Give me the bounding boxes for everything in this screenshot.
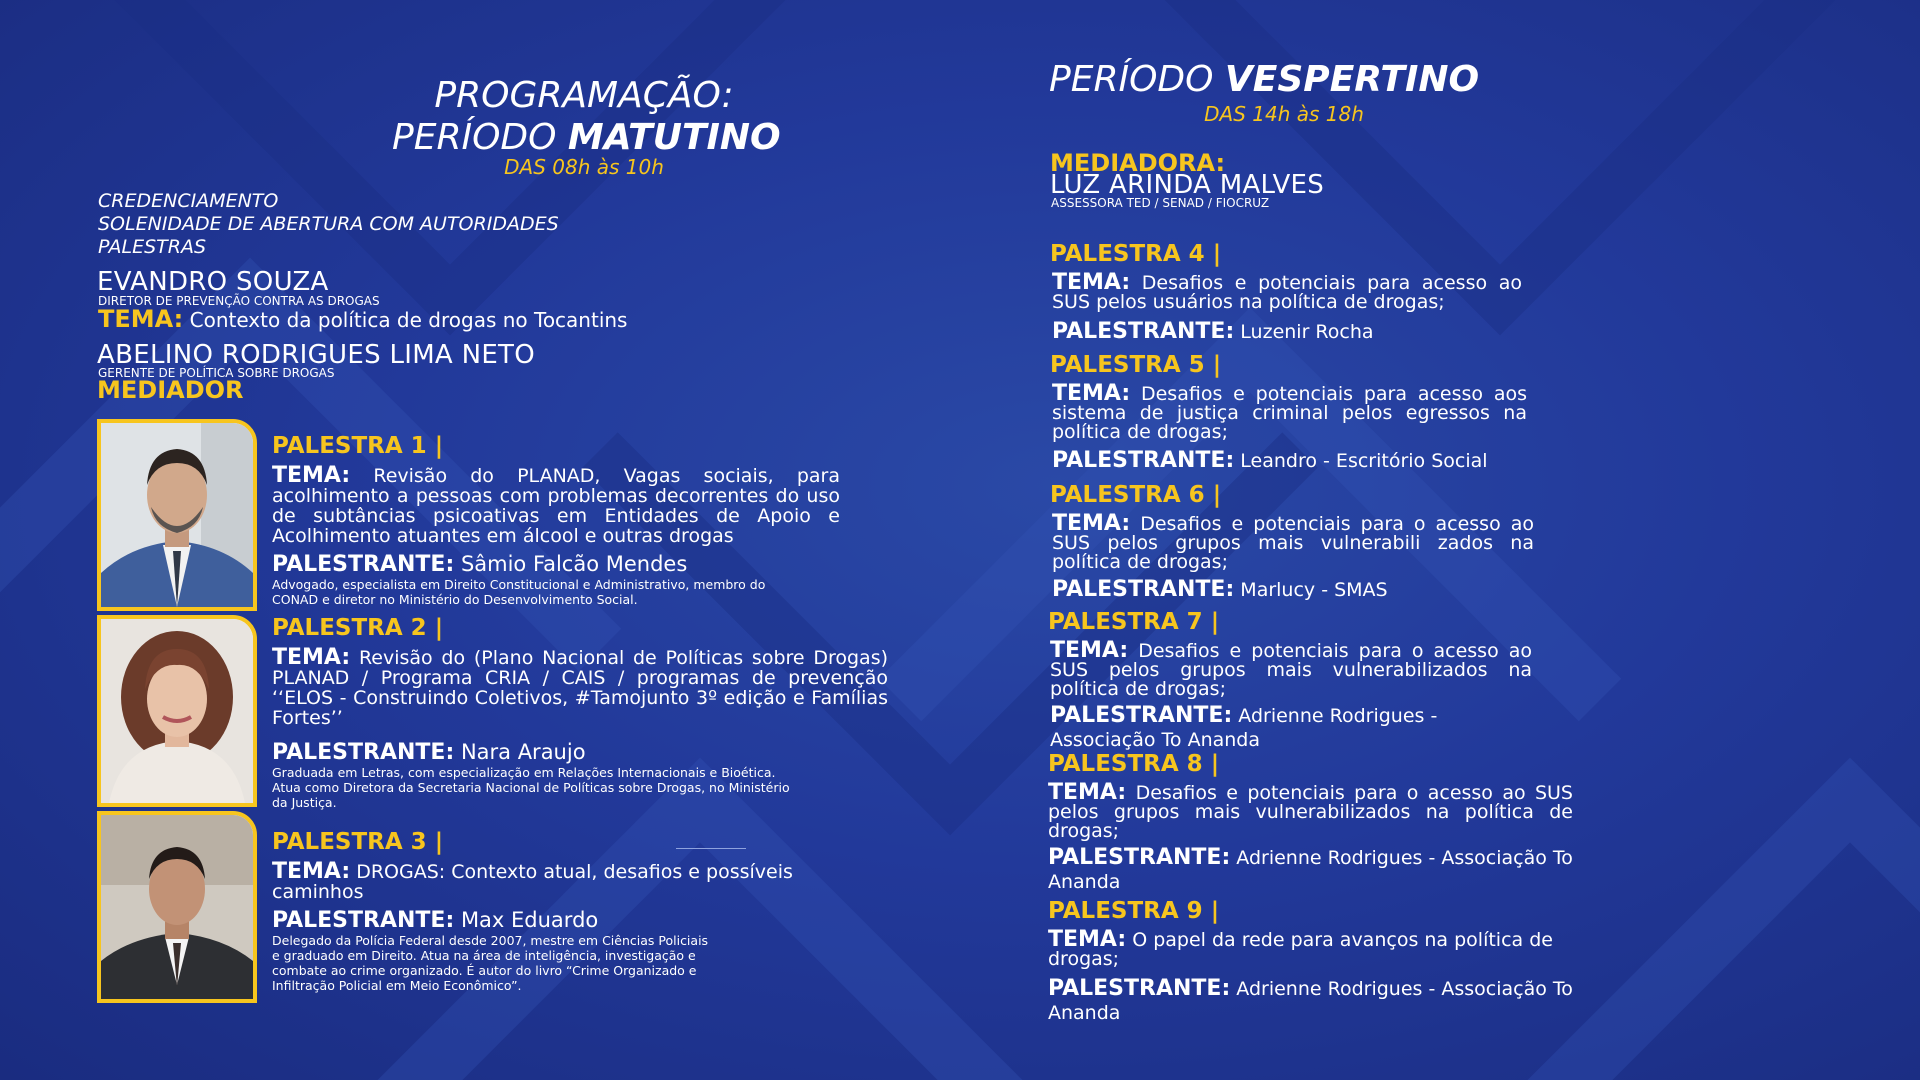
lecture-7-title: PALESTRA 7 | <box>1048 609 1220 635</box>
lecture-6-tema: TEMA: Desafios e potenciais para o acesso ao SUS pelos grupos mais vulnerabili zados na política de drogas; <box>1052 511 1534 573</box>
lecture-7-tema: TEMA: Desafios e potenciais para o acesso ao SUS pelos grupos mais vulnerabilizados na política de drogas; <box>1050 638 1532 700</box>
speaker-bio: Graduada em Letras, com especialização em Relações Internacionais e Bioética. Atua como Diretora da Secretaria Nacional de Políticas sobre Drogas, no Ministério da Justiça. <box>272 765 790 810</box>
speaker-bio: Advogado, especialista em Direito Constitucional e Administrativo, membro do CONAD e diretor no Ministério do Desenvolvimento Social. <box>272 577 766 607</box>
agenda-item: PALESTRAS <box>98 236 207 258</box>
speaker-name: ABELINO RODRIGUES LIMA NETO <box>97 340 536 370</box>
lecture-8-speaker: PALESTRANTE: Adrienne Rodrigues - Associação To Ananda <box>1048 845 1573 893</box>
morning-hours: DAS 08h às 10h <box>504 155 664 179</box>
lecture-5-speaker: PALESTRANTE: Leandro - Escritório Social <box>1052 448 1488 473</box>
lecture-8-title: PALESTRA 8 | <box>1048 751 1220 777</box>
lecture-title: PALESTRA 1 | <box>272 433 444 459</box>
agenda-item: SOLENIDADE DE ABERTURA COM AUTORIDADES <box>98 213 559 235</box>
speaker-tema: TEMA: Contexto da política de drogas no Tocantins <box>98 305 628 333</box>
lecture-tema: TEMA: Revisão do PLANAD, Vagas sociais, para acolhimento a pessoas com problemas decorrentes do uso de subtâncias psicoativas em Entidades de Apoio e Acolhimento atuantes em álcool e outras drogas <box>272 463 840 547</box>
lecture-9-tema: TEMA: O papel da rede para avanços na política de drogas; <box>1048 927 1553 970</box>
speaker-photo-2 <box>97 615 257 807</box>
morning-agenda <box>98 190 559 259</box>
lecture-2 <box>272 614 888 810</box>
lecture-5-title: PALESTRA 5 | <box>1050 352 1222 378</box>
morning-title-line2: PERÍODO MATUTINO <box>392 117 781 158</box>
speaker-photo-3 <box>97 811 257 1003</box>
divider-line <box>676 848 746 849</box>
agenda-item: CREDENCIAMENTO <box>98 190 279 212</box>
speaker-photo-1 <box>97 419 257 611</box>
afternoon-title: PERÍODO VESPERTINO <box>1049 59 1480 100</box>
lecture-4-title: PALESTRA 4 | <box>1050 241 1222 267</box>
morning-title-line1: PROGRAMAÇÃO: <box>434 75 734 116</box>
morning-title <box>392 75 781 159</box>
mediator-label: MEDIADORA: <box>1050 149 1226 177</box>
lecture-8-tema: TEMA: Desafios e potenciais para o acesso ao SUS pelos grupos mais vulnerabilizados na política de drogas; <box>1048 780 1573 842</box>
speaker-name: EVANDRO SOUZA <box>97 267 329 297</box>
lecture-4-speaker: PALESTRANTE: Luzenir Rocha <box>1052 319 1374 344</box>
lecture-9-speaker: PALESTRANTE: Adrienne Rodrigues - Associação To Ananda <box>1048 976 1573 1024</box>
lecture-1 <box>272 432 840 607</box>
afternoon-hours: DAS 14h às 18h <box>1204 102 1364 126</box>
mediator-tag: MEDIADOR <box>97 376 244 404</box>
lecture-4-tema: TEMA: Desafios e potenciais para acesso ao SUS pelos usuários na política de drogas; <box>1052 270 1522 313</box>
lecture-3 <box>272 828 862 993</box>
lecture-speaker: PALESTRANTE: Nara Araujo <box>272 740 586 765</box>
lecture-9-title: PALESTRA 9 | <box>1048 898 1220 924</box>
mediator-role: ASSESSORA TED / SENAD / FIOCRUZ <box>1051 196 1270 210</box>
lecture-7-speaker: PALESTRANTE: Adrienne Rodrigues - Associação To Ananda <box>1050 703 1438 751</box>
mediator-name: LUZ ARINDA MALVES <box>1050 170 1325 200</box>
lecture-tema: TEMA: DROGAS: Contexto atual, desafios e possíveis caminhos <box>272 859 793 903</box>
lecture-speaker: PALESTRANTE: Sâmio Falcão Mendes <box>272 552 688 577</box>
lecture-5-tema: TEMA: Desafios e potenciais para acesso aos sistema de justiça criminal pelos egressos na política de drogas; <box>1052 381 1527 443</box>
lecture-speaker: PALESTRANTE: Max Eduardo <box>272 908 599 933</box>
lecture-6-title: PALESTRA 6 | <box>1050 482 1222 508</box>
lecture-title: PALESTRA 2 | <box>272 615 444 641</box>
speaker-role: GERENTE DE POLÍTICA SOBRE DROGAS <box>98 366 335 380</box>
speaker-role: DIRETOR DE PREVENÇÃO CONTRA AS DROGAS <box>98 294 380 308</box>
lecture-title: PALESTRA 3 | <box>272 829 444 855</box>
lecture-6-speaker: PALESTRANTE: Marlucy - SMAS <box>1052 577 1388 602</box>
speaker-bio: Delegado da Polícia Federal desde 2007, mestre em Ciências Policiais e graduado em Direito. Atua na área de inteligência, investigação e combate ao crime organizado. É autor do livro “Crime Organizado e Infiltração Policial em Meio Econômico”. <box>272 933 709 993</box>
lecture-tema: TEMA: Revisão do (Plano Nacional de Políticas sobre Drogas) PLANAD / Programa CRIA / CAIS / programas de prevenção ‘‘ELOS - Construindo Coletivos, #Tamojunto 3º edição e Famílias Fortes’’ <box>272 645 889 729</box>
